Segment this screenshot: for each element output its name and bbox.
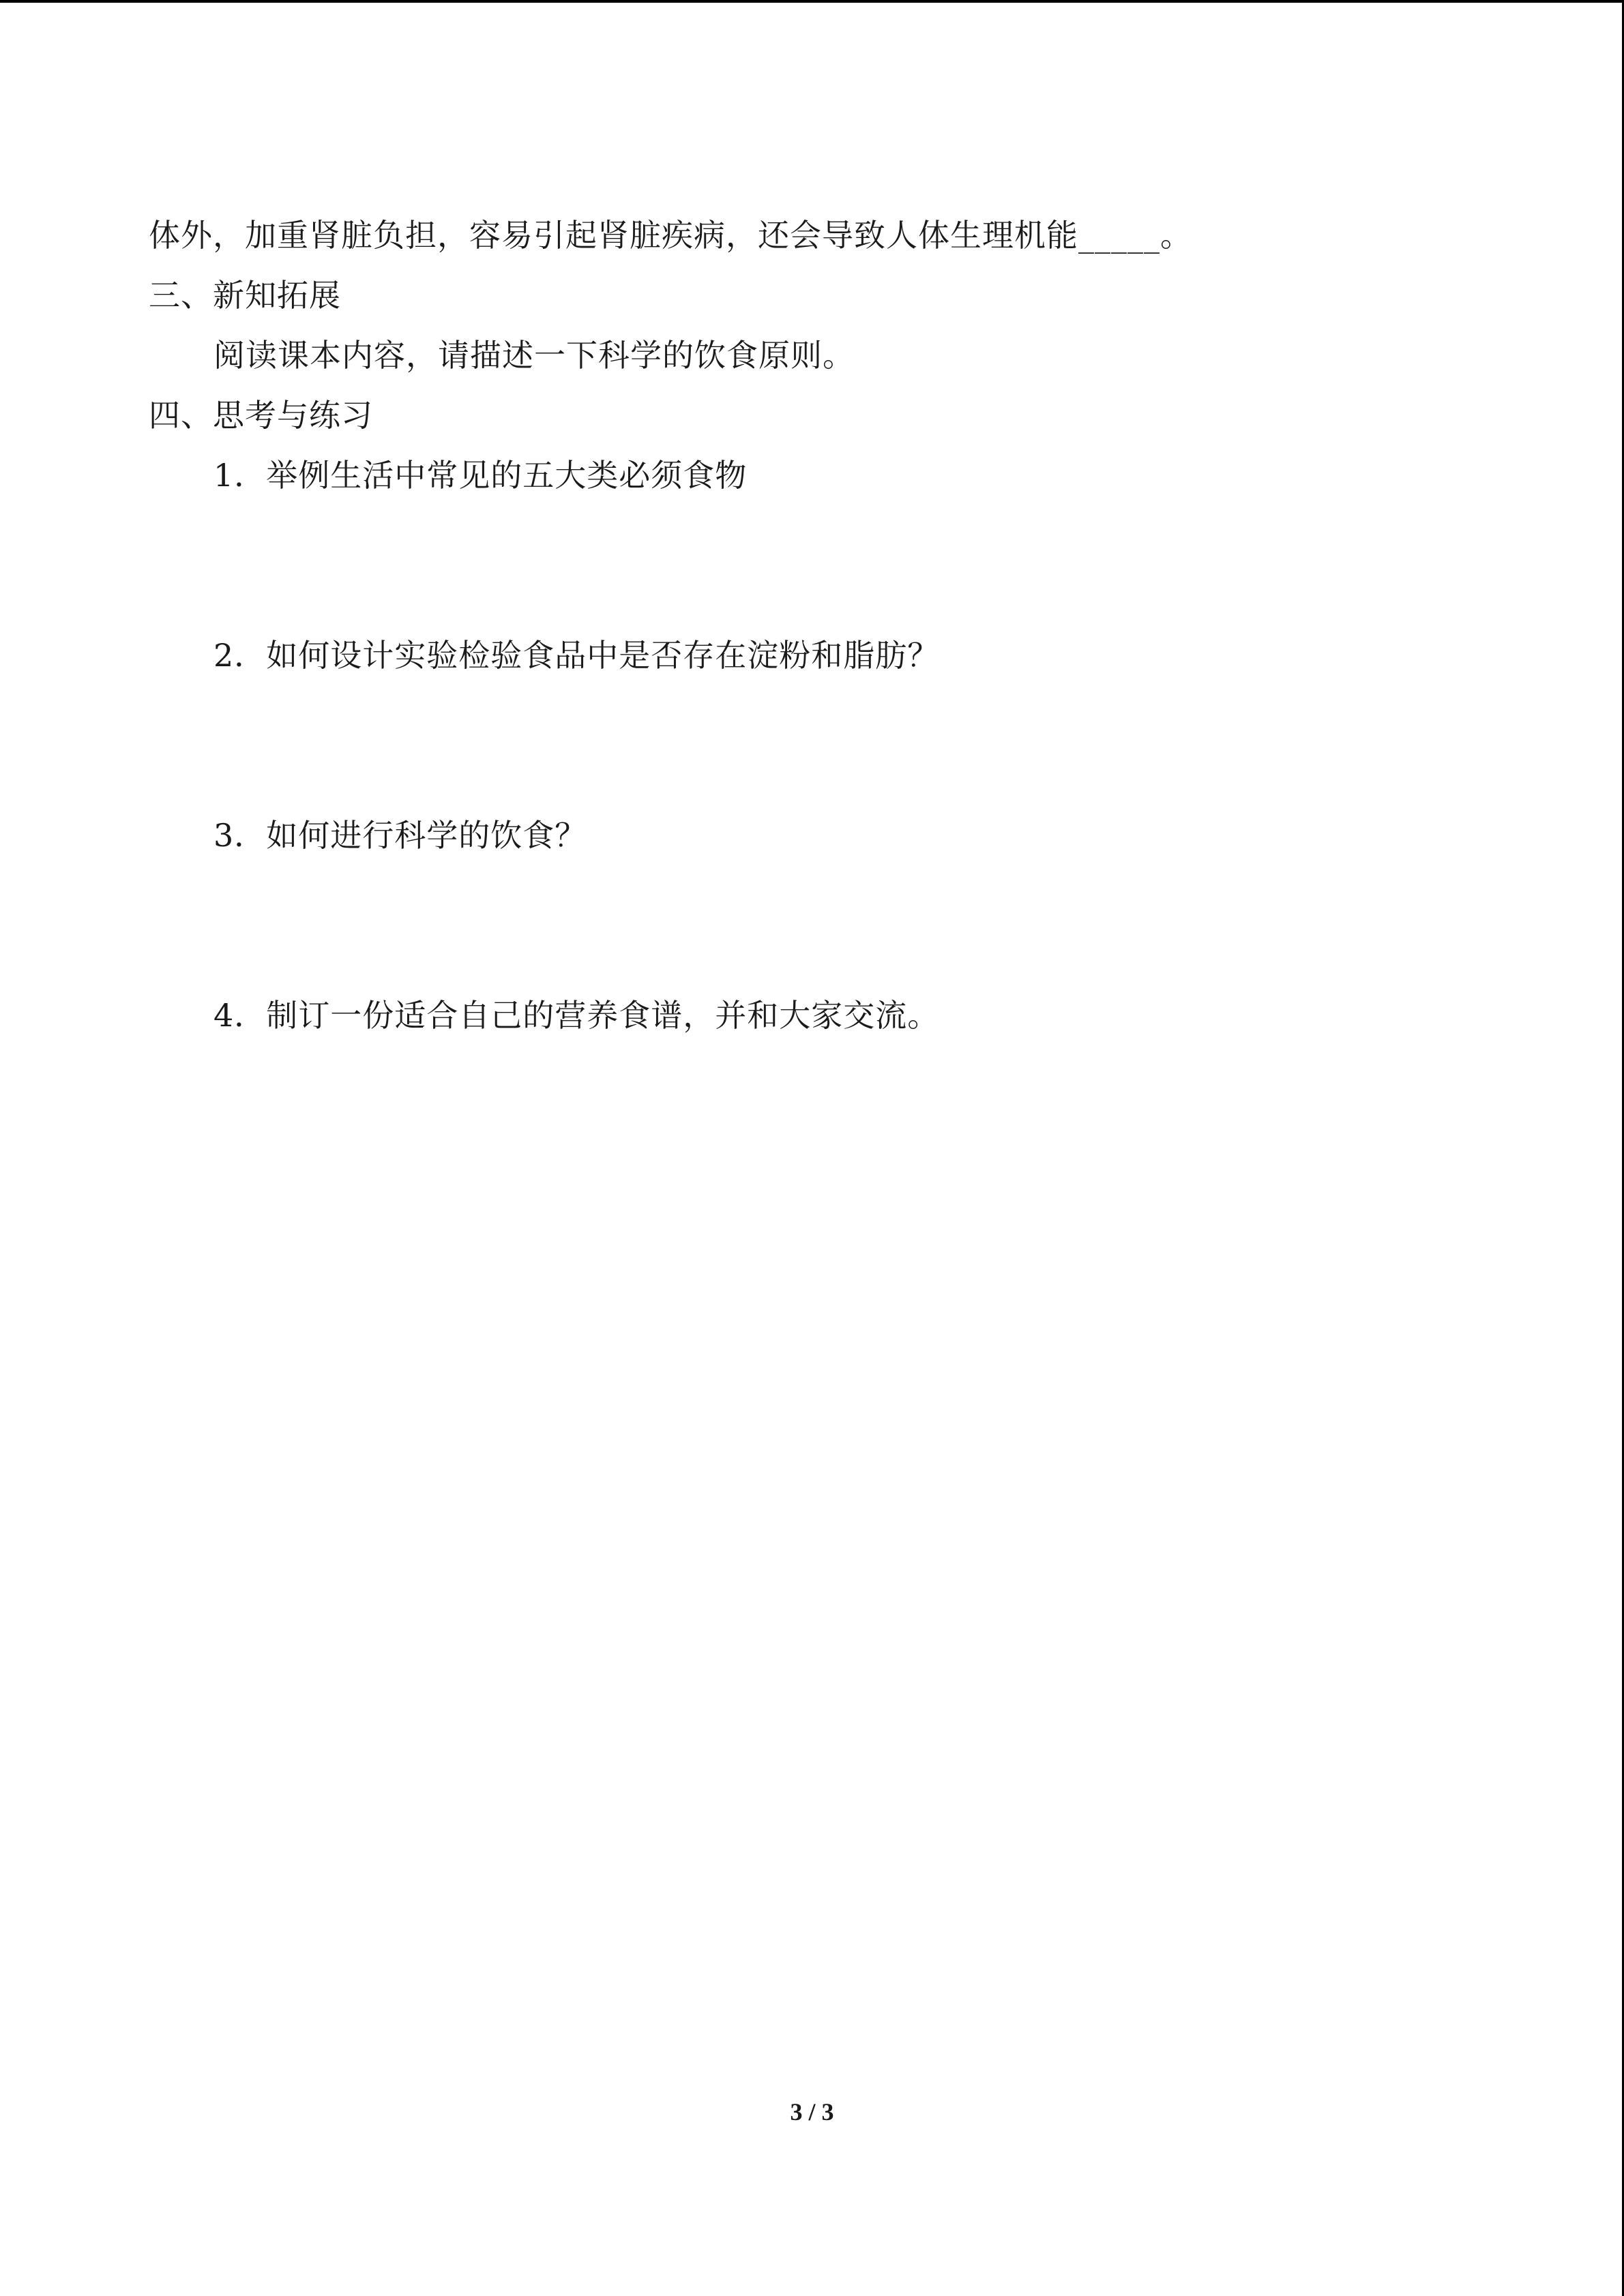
fill-in-blank: _____ [1078,217,1160,254]
section-3-body: 阅读课本内容，请描述一下科学的饮食原则。 [213,337,855,374]
section-4-heading: 四、思考与练习 [149,397,373,434]
question-text: 举例生活中常见的五大类必须食物 [266,457,748,494]
continuation-end: 。 [1160,217,1192,254]
question-text: 如何设计实验检验食品中是否存在淀粉和脂肪？ [266,637,940,674]
question-4 [213,995,939,1036]
question-number: 1． [213,457,267,494]
section-3-heading: 三、新知拓展 [149,277,341,314]
continuation-line [149,215,1192,256]
question-text: 制订一份适合自己的营养食谱，并和大家交流。 [266,997,940,1034]
question-3 [213,815,587,856]
question-2 [213,635,939,676]
question-number: 4． [213,997,267,1034]
question-number: 3． [213,817,267,854]
page-number: 3 / 3 [790,2098,834,2126]
question-1 [213,455,747,496]
continuation-text: 体外，加重肾脏负担，容易引起肾脏疾病，还会导致人体生理机能 [149,217,1078,254]
page-top-border [0,0,1624,3]
question-number: 2． [213,637,267,674]
question-text: 如何进行科学的饮食？ [266,817,587,854]
